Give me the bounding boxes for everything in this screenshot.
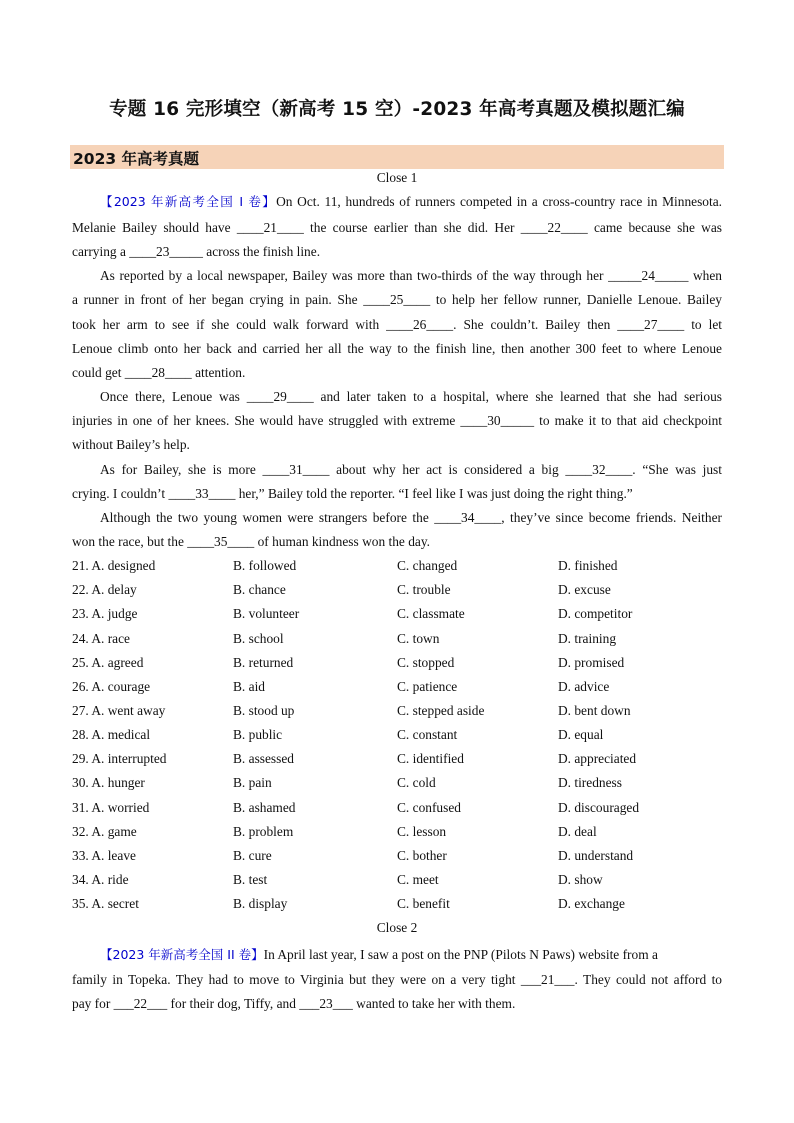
option-a: 23. A. judge xyxy=(72,606,138,621)
option-d: D. appreciated xyxy=(558,751,637,766)
option-c: C. benefit xyxy=(397,896,450,911)
option-a: 34. A. ride xyxy=(72,872,129,887)
option-row-31 xyxy=(72,799,722,817)
option-b: B. aid xyxy=(233,679,265,694)
option-a: 33. A. leave xyxy=(72,848,136,863)
option-a: 30. A. hunger xyxy=(72,775,145,790)
option-d: D. finished xyxy=(558,558,618,573)
section-heading-bar xyxy=(70,145,724,169)
cloze2-source-tag: 【2023 年新高考全国 II 卷】 xyxy=(100,947,264,962)
option-row-33 xyxy=(72,847,722,865)
page-title: 专题 16 完形填空（新高考 15 空）-2023 年高考真题及模拟题汇编 xyxy=(109,99,685,120)
option-c: C. stepped aside xyxy=(397,703,485,718)
option-d: D. tiredness xyxy=(558,775,622,790)
cloze1-line-10: injuries in one of her knees. She would have struggled with extreme ____30_____ to make it to that aid checkpoint xyxy=(72,413,722,428)
option-c: C. identified xyxy=(397,751,464,766)
option-d: D. show xyxy=(558,872,603,887)
option-row-25 xyxy=(72,654,722,672)
cloze1-line-3: carrying a ____23_____ across the finish line. xyxy=(72,244,321,259)
cloze1-line-8: could get ____28____ attention. xyxy=(72,365,246,380)
cloze1-line-15: won the race, but the ____35____ of human kindness won the day. xyxy=(72,534,431,549)
cloze1-line-6: took her arm to see if she could walk forward with ____26____. She couldn’t. Bailey then ____27____ to let xyxy=(72,317,722,332)
option-a: 28. A. medical xyxy=(72,727,151,742)
option-c: C. bother xyxy=(397,848,447,863)
cloze2-line-1-text: In April last year, I saw a post on the PNP (Pilots N Paws) website from a xyxy=(263,947,658,962)
option-row-34 xyxy=(72,871,722,889)
option-row-35 xyxy=(72,895,722,913)
option-c: C. constant xyxy=(397,727,458,742)
option-a: 35. A. secret xyxy=(72,896,139,911)
cloze1-heading: Close 1 xyxy=(376,170,418,185)
option-d: D. advice xyxy=(558,679,610,694)
option-c: C. changed xyxy=(397,558,458,573)
option-row-26 xyxy=(72,678,722,696)
section-heading: 2023 年高考真题 xyxy=(73,150,200,168)
cloze1-line-7: Lenoue climb onto her back and carried her all the way to the finish line, then another 300 feet to where Lenoue xyxy=(72,341,722,356)
cloze1-line-12: As for Bailey, she is more ____31____ about why her act is considered a big ____32____. “She was just xyxy=(100,462,722,477)
option-d: D. training xyxy=(558,631,617,646)
cloze1-line-11: without Bailey’s help. xyxy=(72,437,190,452)
option-a: 26. A. courage xyxy=(72,679,151,694)
option-b: B. chance xyxy=(233,582,286,597)
option-d: D. competitor xyxy=(558,606,633,621)
option-c: C. trouble xyxy=(397,582,451,597)
option-b: B. ashamed xyxy=(233,800,296,815)
option-row-29 xyxy=(72,750,722,768)
option-b: B. stood up xyxy=(233,703,295,718)
option-b: B. school xyxy=(233,631,284,646)
option-a: 27. A. went away xyxy=(72,703,166,718)
option-row-24 xyxy=(72,630,722,648)
option-c: C. cold xyxy=(397,775,436,790)
option-d: D. equal xyxy=(558,727,604,742)
option-b: B. display xyxy=(233,896,288,911)
cloze2-line-3: pay for ___22___ for their dog, Tiffy, and ___23___ wanted to take her with them. xyxy=(72,996,516,1011)
option-d: D. exchange xyxy=(558,896,625,911)
cloze1-line-2: Melanie Bailey should have ____21____ the course earlier than she did. Her ____22____ came because she was xyxy=(72,220,722,235)
option-a: 32. A. game xyxy=(72,824,137,839)
cloze1-source-tag: 【2023 年新高考全国 I 卷】 xyxy=(100,194,277,209)
option-row-28 xyxy=(72,726,722,744)
option-b: B. public xyxy=(233,727,283,742)
option-a: 29. A. interrupted xyxy=(72,751,167,766)
option-b: B. pain xyxy=(233,775,272,790)
option-a: 22. A. delay xyxy=(72,582,137,597)
option-d: D. bent down xyxy=(558,703,631,718)
option-row-32 xyxy=(72,823,722,841)
cloze1-line-9: Once there, Lenoue was ____29____ and later taken to a hospital, where she learned that she had serious xyxy=(100,389,722,404)
option-a: 21. A. designed xyxy=(72,558,156,573)
option-d: D. excuse xyxy=(558,582,611,597)
option-c: C. confused xyxy=(397,800,461,815)
option-b: B. cure xyxy=(233,848,272,863)
option-d: D. understand xyxy=(558,848,634,863)
cloze1-line-1-text: On Oct. 11, hundreds of runners competed in a cross-country race in Minnesota. xyxy=(276,194,723,209)
option-b: B. assessed xyxy=(233,751,294,766)
option-c: C. town xyxy=(397,631,440,646)
option-a: 24. A. race xyxy=(72,631,131,646)
option-c: C. patience xyxy=(397,679,458,694)
option-b: B. problem xyxy=(233,824,294,839)
cloze2-heading: Close 2 xyxy=(376,920,418,935)
option-a: 31. A. worried xyxy=(72,800,150,815)
option-row-21 xyxy=(72,557,722,575)
cloze1-line-1 xyxy=(72,193,722,211)
option-row-23 xyxy=(72,605,722,623)
option-d: D. discouraged xyxy=(558,800,640,815)
option-row-27 xyxy=(72,702,722,720)
option-c: C. classmate xyxy=(397,606,465,621)
cloze2-line-2: family in Topeka. They had to move to Virginia but they were on a very tight ___21___. They could not afford to xyxy=(72,972,722,987)
option-row-22 xyxy=(72,581,722,599)
option-b: B. volunteer xyxy=(233,606,300,621)
option-a: 25. A. agreed xyxy=(72,655,144,670)
cloze2-line-1 xyxy=(72,946,722,964)
option-b: B. followed xyxy=(233,558,297,573)
option-c: C. lesson xyxy=(397,824,447,839)
cloze1-line-14: Although the two young women were strangers before the ____34____, they’ve since become friends. Neither xyxy=(100,510,722,525)
option-d: D. deal xyxy=(558,824,597,839)
option-d: D. promised xyxy=(558,655,625,670)
option-c: C. meet xyxy=(397,872,439,887)
cloze1-line-5: a runner in front of her began crying in pain. She ____25____ to help her fellow runner, Danielle Lenoue. Bailey xyxy=(72,292,722,307)
cloze1-line-4: As reported by a local newspaper, Bailey was more than two-thirds of the way through her _____24_____ when xyxy=(100,268,722,283)
option-c: C. stopped xyxy=(397,655,455,670)
option-b: B. test xyxy=(233,872,268,887)
option-b: B. returned xyxy=(233,655,294,670)
cloze1-line-13: crying. I couldn’t ____33____ her,” Bailey told the reporter. “I feel like I was just doing the right thing.” xyxy=(72,486,633,501)
option-row-30 xyxy=(72,774,722,792)
